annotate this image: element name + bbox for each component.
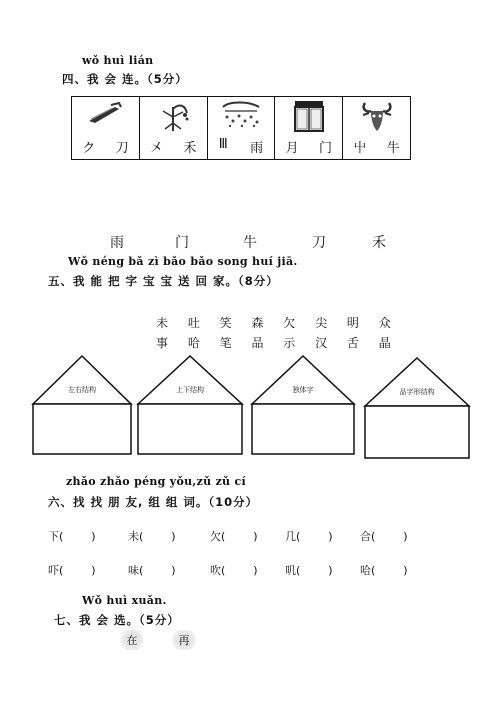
- section6-pinyin: zhǎo zhǎo péng yǒu,zǔ zǔ cí: [66, 475, 246, 488]
- ancient-glyph: 月: [285, 141, 299, 156]
- section7-pinyin: Wǒ huì xuǎn.: [82, 594, 167, 607]
- modern-char: 牛: [243, 235, 258, 251]
- door-icon: [289, 99, 329, 133]
- character-pool-row: 未 吐 笑 森 欠 尖 明 众: [156, 316, 399, 330]
- modern-char: 刀: [312, 235, 327, 251]
- match-cell: [343, 97, 410, 159]
- section5-heading: 五、我 能 把 字 宝 宝 送 回 家。（8分）: [48, 274, 279, 288]
- word-blank[interactable]: 吓( ): [48, 564, 96, 577]
- rain-icon: [219, 99, 263, 129]
- word-blank[interactable]: 未( ): [128, 530, 176, 543]
- match-cell: [72, 97, 140, 159]
- word-blank[interactable]: 叽( ): [285, 564, 333, 577]
- word-blank[interactable]: 哈( ): [360, 564, 408, 577]
- word-blank[interactable]: 味( ): [128, 564, 176, 577]
- house-single: [249, 354, 357, 458]
- modern-char: 门: [175, 235, 190, 251]
- section4-heading: 四、我 会 连。（5分）: [62, 72, 188, 86]
- match-cell: [140, 97, 208, 159]
- ancient-glyph: 门: [318, 141, 332, 156]
- house-label: 上下结构: [176, 386, 204, 394]
- section6-heading: 六、找 找 朋 友, 组 组 词。（10分）: [48, 495, 259, 509]
- house-label: 左右结构: [68, 386, 96, 394]
- house-left-right: [30, 354, 134, 458]
- ancient-glyph: 屮: [353, 141, 367, 156]
- match-cell: [208, 97, 276, 159]
- ancient-glyph: 雨: [250, 141, 264, 156]
- match-cell: [275, 97, 343, 159]
- ox-icon: [357, 99, 397, 133]
- word-blank[interactable]: 欠( ): [210, 530, 258, 543]
- word-blank[interactable]: 下( ): [48, 530, 96, 543]
- ancient-glyph: 禾: [183, 141, 197, 156]
- ancient-glyph: 㐅: [149, 141, 163, 156]
- house-top-bottom: [135, 354, 245, 458]
- ancient-glyph: 刀: [115, 141, 129, 156]
- choice-option[interactable]: 再: [171, 630, 197, 650]
- section7-heading: 七、我 会 选。（5分）: [54, 613, 180, 627]
- word-blank[interactable]: 合( ): [360, 530, 408, 543]
- ancient-glyph: 牛: [386, 141, 400, 156]
- knife-icon: [85, 99, 125, 129]
- house-label: 品字形结构: [399, 388, 435, 396]
- house-pin-shape: [362, 354, 472, 464]
- word-blank[interactable]: 几( ): [285, 530, 333, 543]
- section5-pinyin: Wǒ néng bǎ zì bǎo bǎo song huí jiā.: [68, 255, 298, 268]
- house-label: 独体字: [292, 386, 314, 394]
- modern-char: 雨: [110, 235, 125, 251]
- section4-pinyin: wǒ huì lián: [82, 54, 154, 67]
- word-blank[interactable]: 吹( ): [210, 564, 258, 577]
- ancient-glyph: ク: [82, 141, 96, 156]
- choice-option[interactable]: 在: [119, 630, 145, 650]
- picture-match-row: [71, 96, 411, 160]
- grain-icon: [153, 99, 193, 133]
- modern-char: 禾: [372, 235, 387, 251]
- ancient-glyph: Ⅲ: [218, 137, 228, 152]
- character-pool-row: 事 哈 笔 品 示 汉 舌 晶: [156, 336, 399, 350]
